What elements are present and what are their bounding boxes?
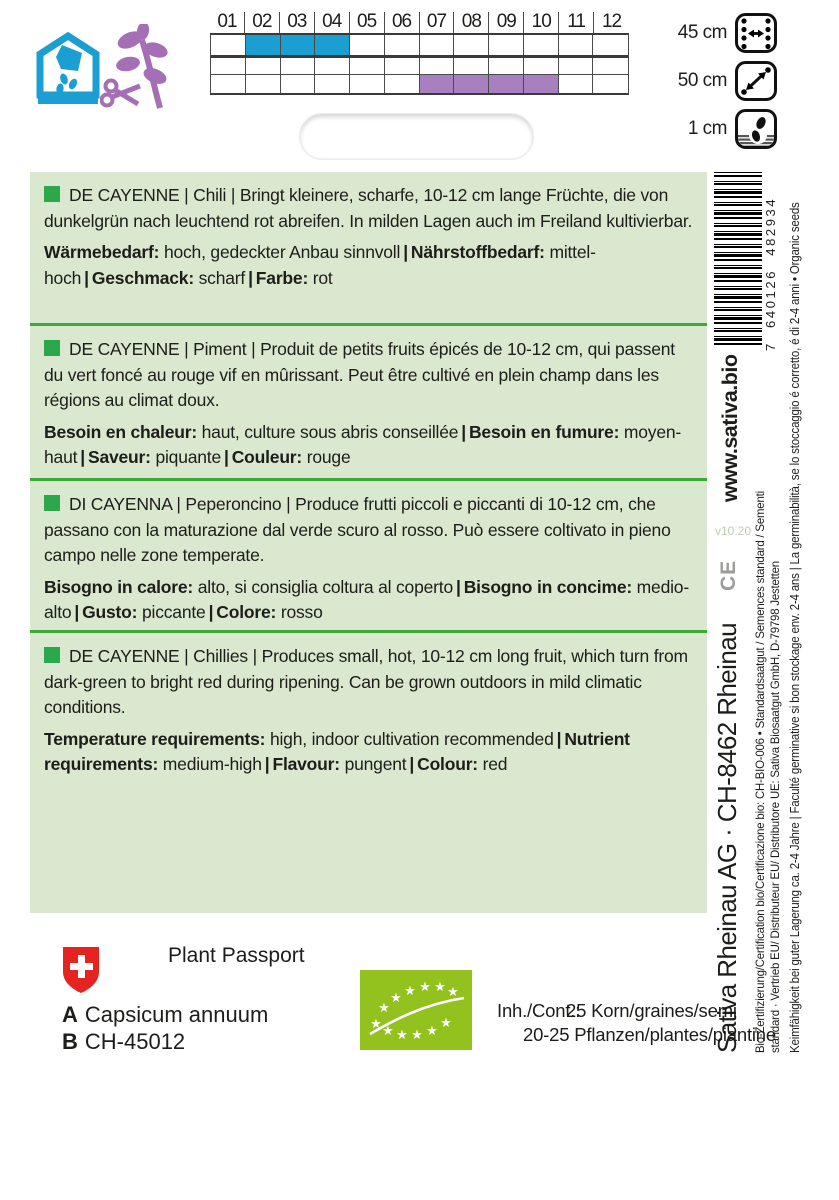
calendar-grid — [210, 33, 629, 95]
property-separator: | — [248, 267, 253, 288]
ce-mark: CE — [717, 559, 740, 591]
property-value: hoch, gedeckter Anbau sinnvoll — [163, 242, 401, 262]
legend-sowing-depth — [665, 109, 777, 149]
variety-description-text: DI CAYENNA | Peperoncino | Produce frutti piccoli e piccanti di 10-12 cm, che passano con la maturazione dal verde scuro al rosso. Può essere coltivato in pieno campo nelle zone temperate. — [44, 494, 671, 565]
calendar-month-label: 11 — [559, 12, 594, 33]
plant-spacing-icon — [735, 61, 777, 101]
calendar-cell — [246, 75, 281, 93]
plant-passport-title: Plant Passport — [168, 944, 305, 967]
property-value: high, indoor cultivation recommended — [269, 728, 554, 749]
variety-description — [44, 337, 693, 414]
calendar-month-label: 03 — [280, 12, 315, 33]
calendar-cell — [211, 58, 246, 74]
calendar-cell — [246, 58, 281, 74]
calendar-month-label: 12 — [601, 11, 622, 32]
website-url: www.sativa.bio — [718, 354, 742, 502]
calendar-month-header — [210, 12, 629, 33]
calendar-cell — [559, 75, 594, 93]
calendar-month-label: 05 — [350, 12, 385, 33]
svg-text:★: ★ — [378, 1001, 390, 1016]
property-separator: | — [264, 754, 270, 774]
property-value: mittel-hoch — [44, 242, 596, 288]
property-label: Couleur: — [231, 447, 303, 467]
property-separator: | — [403, 242, 408, 262]
property-separator: | — [84, 267, 89, 288]
green-square-bullet — [44, 186, 60, 202]
property-value: rot — [312, 267, 333, 288]
calendar-cell — [559, 35, 594, 55]
property-label: Besoin en chaleur: — [44, 421, 197, 442]
passport-b-value: CH-45012 — [84, 1029, 186, 1054]
passport-a-label: A — [62, 1002, 78, 1027]
green-square-bullet — [44, 495, 60, 511]
calendar-row-direct-sowing — [211, 58, 628, 75]
plant-spacing-label: 50 cm — [677, 70, 727, 91]
variety-description-text: DE CAYENNE | Chili | Bringt kleinere, scharfe, 10-12 cm lange Früchte, die von dunkelgrün nach leuchtend rot abreifen. In milden Lagen auch im Freiland kultivierbar. — [44, 185, 693, 231]
property-value: piquante — [155, 447, 221, 467]
passport-a-value: Capsicum annuum — [84, 1002, 269, 1027]
property-label: Geschmack: — [91, 267, 194, 288]
calendar-month-label: 02 — [245, 12, 280, 33]
calendar-cell — [524, 75, 559, 93]
legend-row-spacing — [665, 13, 777, 53]
property-separator: | — [556, 728, 562, 749]
ean-barcode-number: 7 640126 482934 — [763, 196, 778, 351]
calendar-month-label: 01 — [210, 12, 245, 33]
property-value: medium-high — [162, 754, 262, 774]
calendar-row-sowing-under-cover — [211, 35, 628, 58]
ean-barcode — [714, 172, 762, 345]
calendar-cell — [350, 58, 385, 74]
calendar-cell — [524, 35, 559, 55]
calendar-cell — [315, 35, 350, 55]
variety-description-panel — [30, 172, 707, 913]
calendar-cell — [211, 35, 246, 55]
side-info-strip — [712, 172, 814, 1055]
property-label: Colore: — [216, 602, 277, 622]
cultivation-properties — [44, 420, 693, 471]
calendar-row-harvest — [211, 75, 628, 93]
calendar-month-label: 07 — [420, 12, 455, 33]
calendar-cell — [385, 58, 420, 74]
svg-text:★: ★ — [447, 985, 459, 1000]
property-separator: | — [461, 421, 466, 442]
hang-hole — [299, 113, 534, 160]
variety-section-chili — [30, 172, 707, 323]
property-label: Besoin en fumure: — [468, 421, 620, 442]
calendar-month-label: 08 — [454, 12, 489, 33]
calendar-cell — [454, 35, 489, 55]
property-label: Saveur: — [87, 447, 151, 467]
property-value: alto, si consiglia coltura al coperto — [197, 576, 453, 597]
green-square-bullet — [44, 340, 60, 356]
cultivation-properties — [44, 575, 693, 626]
cultivation-properties — [44, 240, 693, 291]
property-value: red — [482, 754, 508, 774]
variety-section-peperoncino — [30, 478, 707, 630]
germination-text: Keimfähigkeit bei guter Lagerung ca. 2-4 Jahre | Faculté germinative si bon stockage env. 2-4 ans | La germinabilità, se lo stoccaggio é corretto, é di 2-4 anni • Organic seeds — [788, 202, 802, 1053]
company-address: Sativa Rheinau AG · CH-8462 Rheinau — [712, 623, 742, 1053]
harvest-icon — [100, 24, 172, 112]
sowing-depth-label: 1 cm — [687, 118, 727, 139]
property-label: Nutrient requirements: — [44, 728, 630, 774]
property-value: medio-alto — [44, 576, 689, 622]
property-separator: | — [224, 447, 229, 467]
property-label: Nährstoffbedarf: — [410, 242, 545, 262]
calendar-month-label: 10 — [524, 12, 559, 33]
legend-plant-spacing — [665, 61, 777, 101]
calendar-cell — [593, 35, 628, 55]
calendar-cell — [454, 58, 489, 74]
passport-b-label: B — [62, 1029, 78, 1054]
calendar-cell — [489, 58, 524, 74]
calendar-cell — [524, 58, 559, 74]
property-separator: | — [74, 602, 80, 622]
calendar-cell — [420, 35, 455, 55]
calendar-cell — [350, 35, 385, 55]
calendar-cell — [350, 75, 385, 93]
calendar-cell — [281, 75, 316, 93]
svg-text:★: ★ — [370, 1017, 382, 1032]
property-label: Flavour: — [272, 754, 340, 774]
sowing-calendar — [210, 12, 629, 95]
row-spacing-label: 45 cm — [677, 22, 727, 43]
passport-species-line — [62, 1002, 268, 1028]
svg-text:★: ★ — [419, 980, 431, 995]
calendar-cell — [385, 75, 420, 93]
calendar-cell — [281, 35, 316, 55]
property-value: pungent — [344, 754, 407, 774]
property-separator: | — [208, 602, 214, 622]
variety-description — [44, 183, 693, 234]
calendar-month-label: 06 — [385, 12, 420, 33]
calendar-cell — [281, 58, 316, 74]
svg-text:★: ★ — [411, 1028, 423, 1043]
calendar-cell — [489, 35, 524, 55]
svg-text:★: ★ — [426, 1024, 438, 1039]
eu-organic-logo — [360, 970, 472, 1050]
contents-seed-count: 25 Korn/graines/semi — [566, 1000, 737, 1021]
calendar-cell — [454, 75, 489, 93]
property-value: rouge — [306, 447, 351, 467]
certification-text: Bio-Zertifizierung/Certification bio/Certificazione bio: CH-BIO-006 • Standardsaatgut / Semences standard / Sementi standard · Vertrieb EU/ Distributeur EU/ Distributore UE: Sativa Biosaatgut GmbH, D-79798 Jestetten — [753, 491, 782, 1053]
passport-code-line — [62, 1029, 185, 1055]
calendar-cell — [211, 75, 246, 93]
variety-description — [44, 492, 693, 569]
green-square-bullet — [44, 647, 60, 663]
property-value: moyen-haut — [44, 421, 682, 467]
contents-label: Inh./Cont.: — [497, 1000, 581, 1021]
property-label: Wärmebedarf: — [44, 242, 160, 262]
property-value: haut, culture sous abris conseillée — [201, 421, 459, 442]
property-label: Bisogno in concime: — [463, 576, 632, 597]
property-value: piccante — [141, 602, 206, 622]
variety-description-text: DE CAYENNE | Chillies | Produces small, hot, 10-12 cm long fruit, which turn from dark-green to bright red during ripening. Can be grown outdoors in mild climatic conditions. — [44, 646, 688, 717]
svg-text:★: ★ — [404, 984, 416, 999]
calendar-cell — [489, 75, 524, 93]
calendar-cell — [315, 75, 350, 93]
property-separator: | — [409, 754, 415, 774]
variety-description — [44, 644, 693, 721]
calendar-cell — [246, 35, 281, 55]
svg-text:★: ★ — [440, 1016, 452, 1031]
calendar-month-label: 04 — [315, 12, 350, 33]
swiss-shield-icon — [62, 946, 100, 994]
calendar-cell — [315, 58, 350, 74]
property-value: scharf — [198, 267, 246, 288]
property-label: Temperature requirements: — [44, 728, 266, 749]
property-value: rosso — [280, 602, 323, 622]
svg-text:★: ★ — [434, 980, 446, 995]
sowing-depth-icon — [735, 109, 777, 149]
property-label: Gusto: — [82, 602, 138, 622]
variety-section-chillies — [30, 630, 707, 778]
calendar-cell — [385, 35, 420, 55]
property-label: Farbe: — [255, 267, 309, 288]
cultivation-properties — [44, 727, 693, 778]
svg-text:★: ★ — [396, 1028, 408, 1043]
version-tag: v10.20 — [714, 523, 752, 538]
calendar-month-label: 09 — [489, 12, 524, 33]
calendar-cell — [593, 75, 628, 93]
svg-text:★: ★ — [390, 991, 402, 1006]
variety-description-text: DE CAYENNE | Piment | Produit de petits fruits épicés de 10-12 cm, qui passent du vert foncé au rouge vif en mûrissant. Peut être cultivé en plein champ dans les régions au climat doux. — [44, 339, 675, 410]
calendar-cell — [420, 58, 455, 74]
calendar-cell — [559, 58, 594, 74]
calendar-cell — [420, 75, 455, 93]
variety-section-piment — [30, 323, 707, 478]
contents-plant-count: 20-25 Pflanzen/plantes/piantine — [523, 1024, 776, 1045]
calendar-cell — [593, 58, 628, 74]
property-label: Bisogno in calore: — [44, 576, 194, 597]
svg-text:★: ★ — [382, 1024, 394, 1039]
property-separator: | — [80, 447, 85, 467]
sowing-under-cover-icon — [36, 32, 100, 110]
property-separator: | — [455, 576, 461, 597]
row-spacing-icon — [735, 13, 777, 53]
property-label: Colour: — [417, 754, 478, 774]
